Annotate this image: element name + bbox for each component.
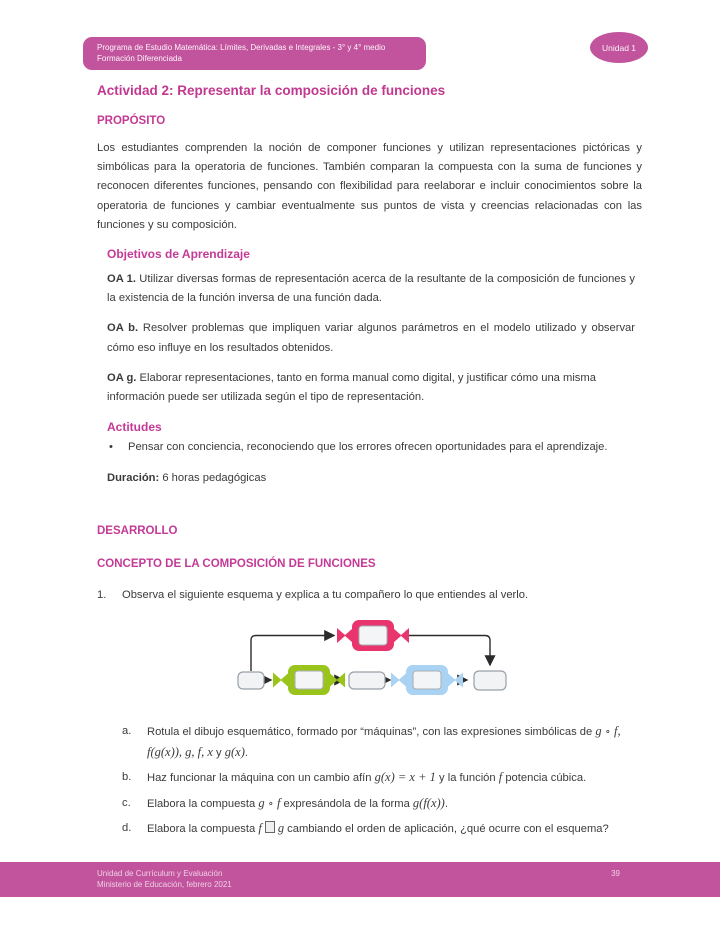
page-number: 39 [611, 869, 620, 878]
duration-value: 6 horas pedagógicas [159, 472, 267, 485]
oa-text: Elaborar representaciones, tanto en forma manual como digital, y justificar cómo una misma información puede ser utilizada según el tipo de representación. [107, 371, 596, 404]
top-machine-left-funnel-icon [337, 628, 346, 643]
left-machine-left-funnel-icon [273, 673, 282, 688]
unit-badge-label: Unidad 1 [601, 42, 637, 53]
actitudes-heading: Actitudes [107, 420, 162, 435]
oa-text: Utilizar diversas formas de representación acerca de la resultante de la composición de funciones y la existencia de la función inversa de una función dada. [107, 273, 636, 305]
subitem-text: Elabora la compuesta g ∘ f expresándola de la forma g(f(x)). [147, 795, 448, 810]
oa-label: OA b. [107, 322, 139, 335]
right-machine-right-funnel-icon [447, 673, 456, 688]
subitem-letter: b. [122, 771, 132, 783]
subitem-d [122, 819, 642, 840]
duration-line [107, 469, 635, 488]
right-machine [391, 665, 463, 695]
oa-label: OA 1. [107, 273, 136, 285]
oa-label: OA g. [107, 371, 137, 384]
right-machine-right-funnel-icon [455, 673, 464, 688]
arrow-top-machine-to-output [409, 636, 490, 666]
item-number: 1. [97, 589, 107, 601]
footer-ministry: Ministerio de Educación, febrero 2021 [97, 880, 232, 889]
proposito-heading: PROPÓSITO [97, 115, 166, 127]
duration-label: Duración: [107, 472, 160, 485]
footer-left [97, 868, 232, 897]
left-machine-left-funnel-icon [281, 673, 290, 688]
numbered-item-1 [97, 586, 642, 605]
right-machine-left-funnel-icon [391, 673, 400, 688]
left-machine-right-funnel-icon [329, 673, 338, 688]
desarrollo-heading: DESARROLLO [97, 525, 178, 537]
subitem-b [122, 768, 642, 789]
top-machine-left-funnel-icon [345, 628, 354, 643]
output-box [474, 671, 506, 690]
subitem-letter: d. [122, 822, 132, 834]
oa-item [107, 369, 635, 407]
program-title: Programa de Estudio Matemática: Límites, Derivadas e Integrales - 3° y 4° medio [97, 43, 386, 52]
subitem-a [122, 722, 642, 763]
oa-text: Resolver problemas que impliquen variar algunos parámetros en el modelo utilizado y observar cómo eso influye en los resultados obtenidos. [107, 322, 635, 354]
item-text: Observa el siguiente esquema y explica a tu compañero lo que entiendes al verlo. [122, 589, 529, 601]
subitem-text: Rotula el dibujo esquemático, formado por “máquinas”, con las expresiones simbólicas de g ∘ f, f(g(x)), g, f, x y g(x). [147, 724, 621, 759]
subitem-letter: c. [122, 796, 131, 809]
left-machine [273, 665, 345, 695]
bullet-icon: • [109, 441, 113, 454]
subitem-c [122, 794, 642, 815]
input-box [238, 672, 264, 689]
lettered-subitems [122, 722, 642, 845]
intermediate-box [349, 672, 385, 689]
subitem-text: Haz funcionar la máquina con un cambio afín g(x) = x + 1 y la función f potencia cúbica. [147, 770, 587, 784]
proposito-paragraph: Los estudiantes comprenden la noción de componer funciones y utilizan representaciones pictóricas y simbólicas para la operatoria de funciones. También comparan la compuesta con la suma de funciones y reconocen diferentes funciones, pensando con flexibilidad para reelaborar e incluir conocimientos sobre la operatoria de funciones y cambiar eventualmente sus puntos de vista y creencias relacionadas con las funciones y su composición. [97, 142, 642, 231]
oa-item [107, 270, 635, 308]
left-machine-window [295, 671, 323, 689]
footer-org: Unidad de Currículum y Evaluación [97, 869, 223, 878]
program-header-box [83, 37, 426, 70]
footer-bar [0, 862, 720, 897]
objectives-block [107, 247, 635, 489]
subitem-text: Elabora la compuesta f g cambiando el orden de aplicación, ¿qué ocurre con el esquema? [147, 821, 609, 835]
composition-diagram-svg [228, 608, 520, 726]
top-machine [337, 620, 409, 651]
unit-badge [590, 32, 648, 63]
concepto-heading: CONCEPTO DE LA COMPOSICIÓN DE FUNCIONES [97, 558, 376, 570]
program-subtitle: Formación Diferenciada [97, 54, 182, 63]
actitudes-bullet-text: Pensar con conciencia, reconociendo que los errores ofrecen oportunidades para el aprendizaje. [128, 441, 608, 454]
right-machine-window [413, 671, 441, 689]
objetivos-heading: Objetivos de Aprendizaje [107, 247, 250, 261]
top-machine-right-funnel-icon [401, 628, 410, 643]
right-machine-left-funnel-icon [399, 673, 408, 688]
top-machine-window [359, 626, 387, 645]
top-machine-right-funnel-icon [393, 628, 402, 643]
oa-item [107, 319, 635, 357]
subitem-letter: a. [122, 725, 132, 737]
function-machine-diagram [228, 608, 520, 731]
left-machine-right-funnel-icon [337, 673, 346, 688]
page-title: Actividad 2: Representar la composición de funciones [97, 83, 446, 98]
actitudes-bullet [107, 438, 635, 457]
